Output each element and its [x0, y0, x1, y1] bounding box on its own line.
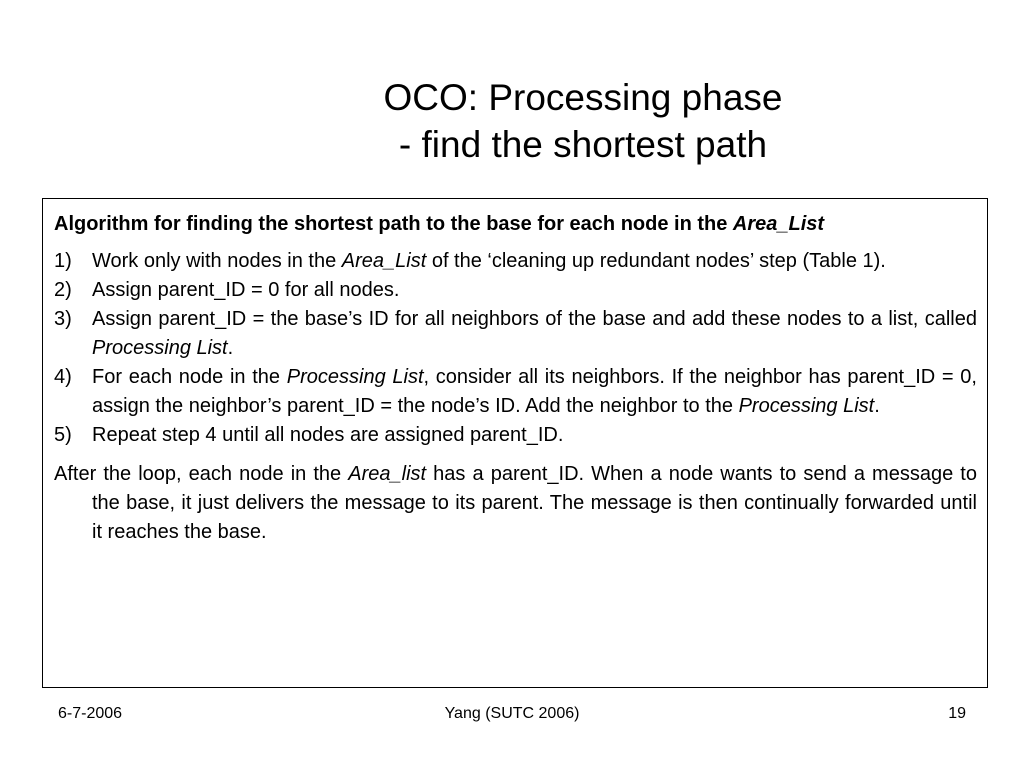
footer-date: 6-7-2006: [58, 705, 123, 722]
slide-title: [150, 74, 1016, 168]
algorithm-box: [42, 198, 988, 688]
step-number: 2): [54, 279, 72, 301]
step-text-part: Work only with nodes in the: [92, 250, 342, 272]
steps-list: [54, 247, 977, 450]
step-text: Assign parent_ID = 0 for all nodes.: [92, 279, 400, 301]
after-loop-paragraph: [54, 460, 977, 547]
title-line-1: OCO: Processing phase: [383, 77, 783, 118]
algorithm-heading: [54, 210, 977, 239]
after-text-part: After the loop, each node in the: [54, 463, 349, 485]
step-number: 1): [54, 250, 72, 272]
step-text-part: .: [227, 337, 234, 359]
step-text-part: .: [874, 395, 880, 417]
step-text-part: , consider all its neighbors. If the neighbor has parent_ID = 0, assign the neighbor’s parent_ID = the node’s ID. Add the neighbor to the: [92, 366, 977, 417]
heading-text: Algorithm for finding the shortest path to the base for each node in the: [54, 213, 728, 235]
step-number: 5): [54, 424, 72, 446]
step-text: [92, 363, 977, 421]
step-text-italic: Processing List: [738, 395, 875, 417]
step-number: 3): [54, 308, 72, 330]
after-text-part: has a parent_ID. When a node wants to send a message to the base, it just delivers the message to its parent. The message is then continually forwarded until it reaches the base.: [92, 463, 977, 543]
step-text-italic: Processing List: [286, 366, 424, 388]
step-text-italic: Area_List: [341, 250, 427, 272]
step-text: [92, 247, 977, 276]
heading-italic: Area_List: [732, 213, 825, 235]
step-text-part: of the ‘cleaning up redundant nodes’ step (Table 1).: [426, 250, 886, 272]
step-text: Repeat step 4 until all nodes are assigned parent_ID.: [92, 424, 564, 446]
list-item: [54, 276, 977, 305]
step-text-italic: Processing List: [92, 337, 228, 359]
footer-page-number: 19: [948, 705, 966, 722]
footer-author: Yang (SUTC 2006): [444, 705, 580, 722]
list-item: [54, 247, 977, 276]
step-text: [92, 305, 977, 363]
after-text-italic: Area_list: [348, 463, 427, 485]
step-text-part: For each node in the: [92, 366, 287, 388]
list-item: [54, 421, 977, 450]
list-item: [54, 305, 977, 363]
step-number: 4): [54, 366, 72, 388]
step-text-part: Assign parent_ID = the base’s ID for all neighbors of the base and add these nodes to a list, called: [92, 308, 977, 330]
title-line-2: - find the shortest path: [398, 124, 768, 165]
list-item: [54, 363, 977, 421]
